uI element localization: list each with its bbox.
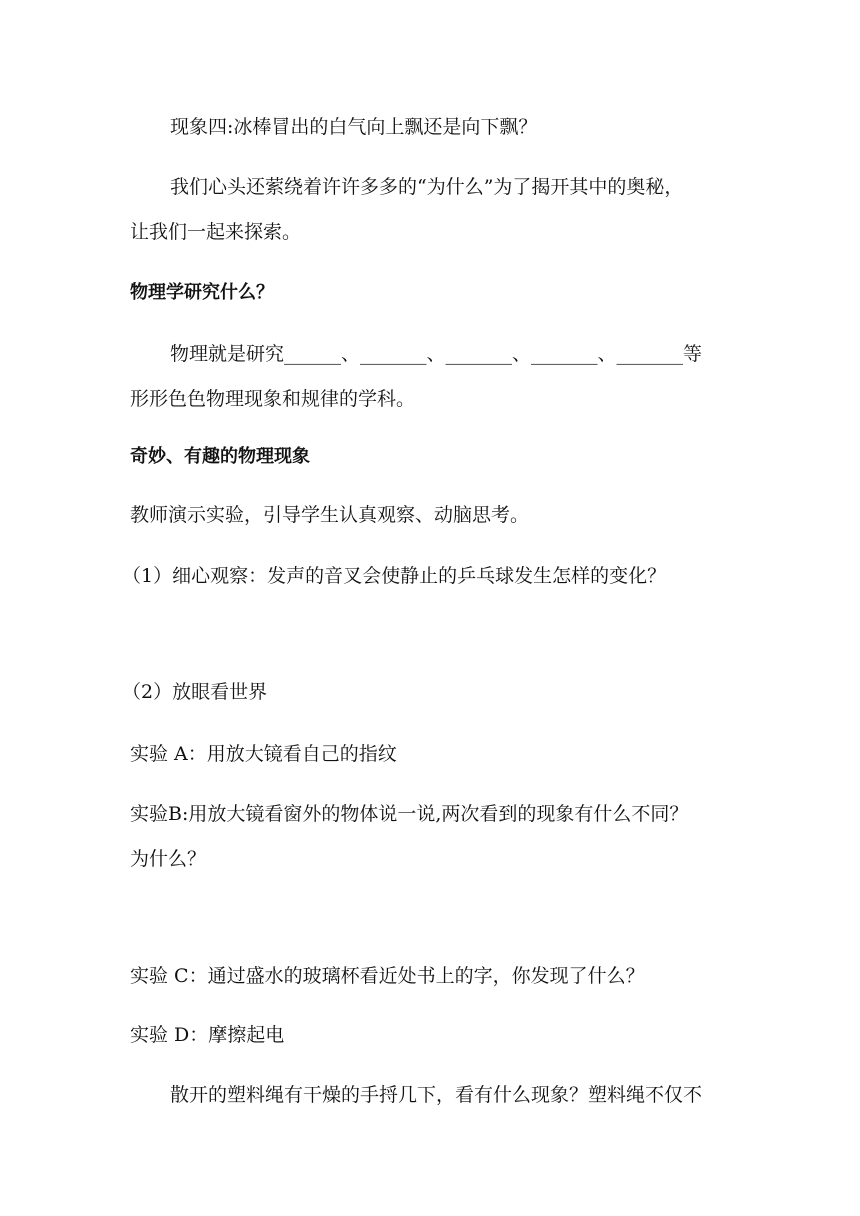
item-2-look-at-world: （2）放眼看世界 (122, 681, 268, 703)
physics-definition-line-2: 形形色色物理现象和规律的学科。 (130, 388, 416, 410)
experiment-b-line-2: 为什么？ (130, 848, 207, 870)
experiment-c: 实验 C：通过盛水的玻璃杯看近处书上的字，你发现了什么？ (130, 965, 645, 987)
experiment-b-line-1: 实验B:用放大镜看窗外的物体说一说,两次看到的现象有什么不同？ (130, 803, 689, 825)
heading-what-physics-studies: 物理学研究什么？ (130, 282, 274, 303)
heading-interesting-phenomena: 奇妙、有趣的物理现象 (130, 446, 310, 467)
item-1-observe: （1）细心观察：发声的音叉会使静止的乒乓球发生怎样的变化？ (122, 565, 667, 587)
physics-definition-line-1: 物理就是研究______、_______、_______、_______、_______等 (170, 343, 703, 365)
why-paragraph-line-1: 我们心头还萦绕着许许多多的“为什么”为了揭开其中的奥秘， (170, 176, 684, 198)
teacher-demo-text: 教师演示实验，引导学生认真观察、动脑思考。 (130, 504, 530, 526)
why-paragraph-line-2: 让我们一起来探索。 (130, 221, 302, 243)
experiment-a: 实验 A：用放大镜看自己的指纹 (130, 743, 397, 765)
phenomenon-four-text: 现象四:冰棒冒出的白气向上飘还是向下飘？ (170, 116, 538, 138)
experiment-d: 实验 D：摩擦起电 (130, 1024, 285, 1046)
plastic-rope-paragraph-line-1: 散开的塑料绳有干燥的手捋几下，看有什么现象？塑料绳不仅不 (170, 1084, 703, 1106)
